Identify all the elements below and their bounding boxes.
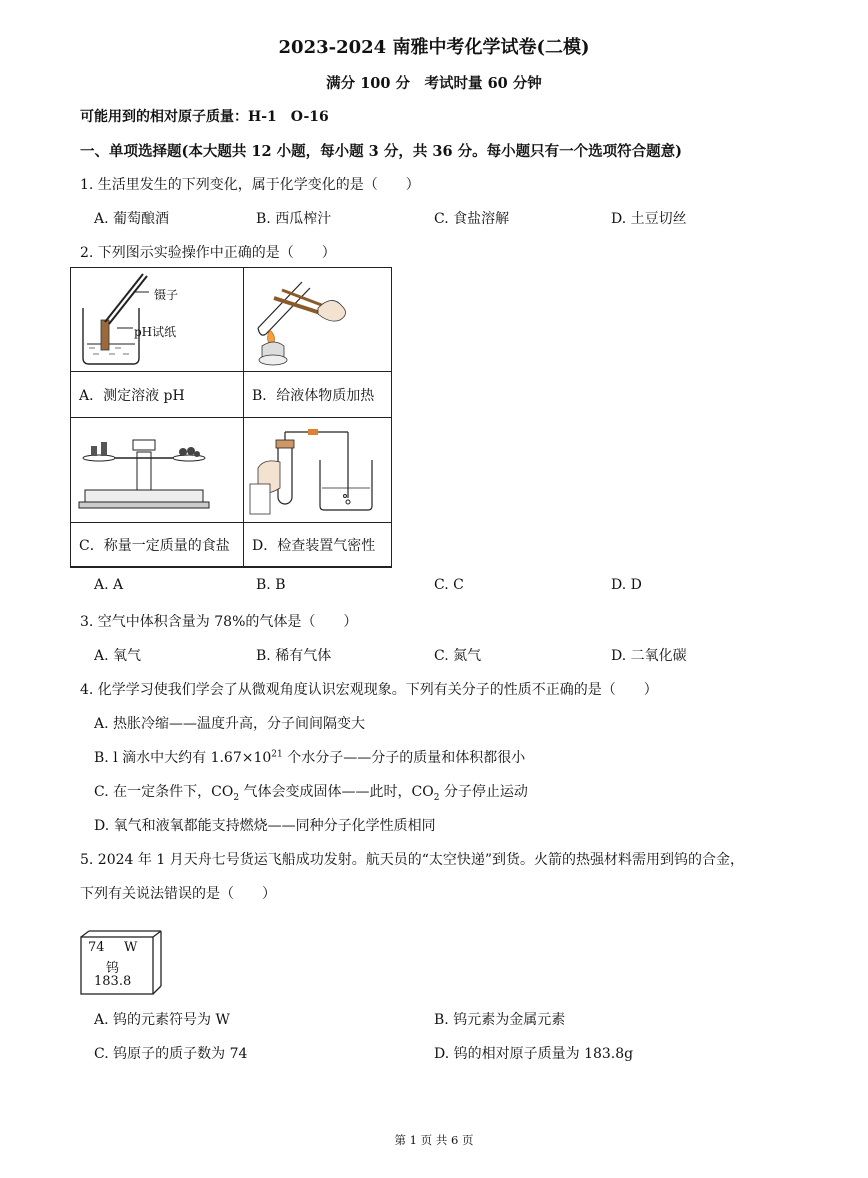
q2-figure-c [70,417,244,523]
atomic-number: 74 [88,940,105,955]
q4-option-c: C. 在一定条件下，$CO_2$ 气体会变成固体——此时，$CO_2$ 分子停止运动 [94,784,528,803]
q2-figure-a [70,267,244,372]
q2-caption-c: C．称量一定质量的食盐 [70,522,244,568]
q1-option-c: C. 食盐溶解 [434,211,510,227]
question-5-stem-line2: 下列有关说法错误的是（ ） [80,886,276,902]
q2-caption-d: D．检查装置气密性 [243,522,392,568]
q2-figure-table [70,267,392,567]
element-name: 钨 [106,961,120,976]
question-2-stem: 2. 下列图示实验操作中正确的是（ ） [80,245,336,261]
exam-info: 满分 100 分 考试时量 60 分钟 [326,75,542,92]
question-5-stem-line1: 5. 2024 年 1 月天舟七号货运飞船成功发射。航天员的“太空快递”到货。火箭的热强材料需用到钨的合金， [80,852,745,868]
q5-option-b: B. 钨元素为金属元素 [434,1012,566,1028]
element-card-tungsten [80,930,160,994]
question-1-stem: 1. 生活里发生的下列变化，属于化学变化的是（ ） [80,177,420,193]
section-heading: 一、单项选择题(本大题共 12 小题，每小题 3 分，共 36 分。每小题只有一个选项符合题意) [80,143,682,160]
balance-illustration [71,418,243,522]
q1-option-b: B. 西瓜榨汁 [256,211,332,227]
q4-option-b: B. l 滴水中大约有 $1.67\times 10^{21}$ 个水分子——分子的质量和体积都很小 [94,749,526,766]
label-tweezers: 镊子 [154,288,179,302]
heating-liquid-illustration [244,268,391,371]
q2-option-d: D. D [611,577,642,593]
q5-option-c: C. 钨原子的质子数为 74 [94,1046,248,1062]
q4-option-a: A. 热胀冷缩——温度升高，分子间间隔变大 [94,716,366,732]
atomic-mass-note: 可能用到的相对原子质量：H-1 O-16 [80,109,329,125]
page-title: 2023-2024 南雅中考化学试卷(二模) [278,37,590,58]
q2-option-a: A. A [94,577,124,593]
atomic-mass: 183.8 [94,974,132,989]
q2-caption-a: A．测定溶液 pH [70,371,244,418]
q5-option-a: A. 钨的元素符号为 W [94,1012,230,1028]
page-footer: 第 1 页 共 6 页 [394,1133,474,1147]
q3-option-a: A. 氧气 [94,648,142,664]
q2-caption-b: B．给液体物质加热 [243,371,392,418]
q4-option-d: D. 氧气和液氧都能支持燃烧——同种分子化学性质相同 [94,818,436,834]
ph-test-illustration [71,268,243,371]
question-3-stem: 3. 空气中体积含量为 78%的气体是（ ） [80,614,358,630]
q5-option-d: D. 钨的相对原子质量为 183.8g [434,1046,634,1062]
q2-figure-d [243,417,392,523]
question-4-stem: 4. 化学学习使我们学会了从微观角度认识宏观现象。下列有关分子的性质不正确的是（ ） [80,682,658,698]
airtightness-check-illustration [244,418,391,522]
element-symbol: W [124,940,138,955]
q2-option-c: C. C [434,577,464,593]
label-ph-paper: pH试纸 [134,325,177,339]
q3-option-d: D. 二氧化碳 [611,648,687,664]
q1-option-a: A. 葡萄酿酒 [94,211,170,227]
q1-option-d: D. 土豆切丝 [611,211,687,227]
q3-option-b: B. 稀有气体 [256,648,332,664]
q3-option-c: C. 氮气 [434,648,482,664]
q2-option-b: B. B [256,577,286,593]
q2-figure-b [243,267,392,372]
